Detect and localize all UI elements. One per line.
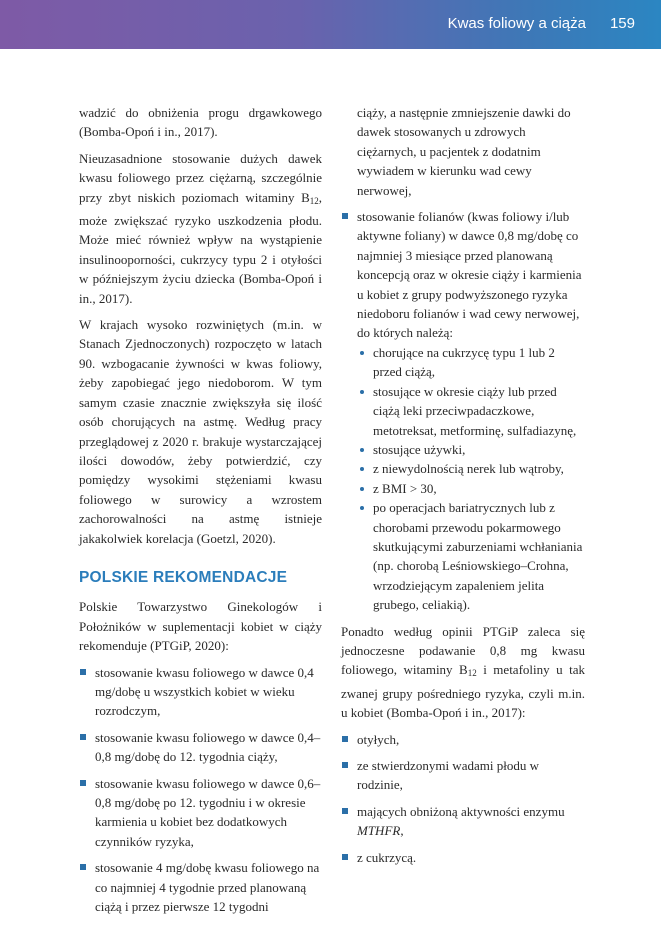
sub-list-item: z BMI > 30,: [357, 479, 585, 498]
square-bullet-icon: [342, 736, 348, 742]
dot-bullet-icon: [360, 467, 364, 471]
paragraph: W krajach wysoko rozwiniętych (m.in. w Stanach Zjednoczonych) rozpoczęto w latach 90. wzbogacanie żywności w kwas foliowy, żeby zapobiegać jego niedoborom. W tym samym czasie znacznie zwiększyła się ilość osób chorujących na astmę. Według pracy przeglądowej z 2020 r. brakuje wystarczającej ilości dowodów, żeby potwierdzić, czy pomiędzy wysokimi stężeniami kwasu foliowego w surowicy a wzrostem zachorowalności na astmę istnieje jakakolwiek korelacja (Goetzl, 2020).: [79, 317, 322, 546]
sub-list-item: po operacjach bariatrycznych lub z chorobami przewodu pokarmowego skutkującymi zaburzeniami wchłaniania (np. chorobą Leśniowskiego–Crohna, wrzodziejącym zapaleniem jelita grubego, celiakią).: [357, 498, 585, 614]
subscript: 12: [309, 195, 319, 206]
gene-name: MTHFR: [357, 823, 401, 839]
sub-list-item: chorujące na cukrzycę typu 1 lub 2 przed ciążą,: [357, 343, 585, 382]
list-item: stosowanie 4 mg/dobę kwasu foliowego na co najmniej 4 tygodnie przed planowaną ciążą i przez pierwsze 12 tygodni: [79, 858, 322, 916]
sub-list-item: stosujące używki,: [357, 440, 585, 459]
dot-bullet-icon: [360, 487, 364, 491]
paragraph: Polskie Towarzystwo Ginekologów i Położników w suplementacji kobiet w ciąży rekomenduje (PTGiP, 2020):: [79, 599, 322, 654]
list-item: ze stwierdzonymi wadami płodu w rodzinie,: [341, 756, 585, 795]
square-bullet-icon: [342, 762, 348, 768]
paragraph: Nieuzasadnione stosowanie dużych dawek kwasu foliowego przez ciężarną, szczególnie przy zbyt niskich poziomach witaminy B12, może zwiększać ryzyko uszkodzenia płodu. Może mieć również wpływ na wystąpienie insulinooporności, cukrzycy typu 2 i otyłości w późniejszym życiu dziecka (Bomba-Opoń i in., 2017).: [79, 150, 322, 306]
paragraph: wadzić do obniżenia progu drgawkowego (Bomba-Opoń i in., 2017).: [79, 105, 322, 140]
dot-bullet-icon: [360, 448, 364, 452]
section-heading: POLSKIE REKOMENDACJE: [79, 568, 288, 586]
right-column: [341, 103, 585, 874]
left-column: [79, 103, 322, 923]
list-item: stosowanie kwasu foliowego w dawce 0,4 mg/dobę u wszystkich kobiet w wieku rozrodczym,: [79, 663, 322, 721]
square-bullet-icon: [342, 854, 348, 860]
list-item: stosowanie kwasu foliowego w dawce 0,6–0,8 mg/dobę po 12. tygodniu i w okresie karmienia u kobiet bez dodatkowych czynników ryzyka,: [79, 774, 322, 852]
list-item: stosowanie kwasu foliowego w dawce 0,4–0,8 mg/dobę do 12. tygodnia ciąży,: [79, 728, 322, 767]
list-item: stosowanie folianów (kwas foliowy i/lub aktywne foliany) w dawce 0,8 mg/dobę co najmniej 3 miesiące przed planowaną koncepcją oraz w okresie ciąży i karmienia u kobiet z grupy podwyższonego ryzyka niedoboru folianów i wad cewy nerwowej, do których należą: chorujące na cukrzycę typu 1 lub 2 przed ciążą, stosujące w okresie ciąży lub przed ciążą leki przeciwpadaczkowe, metotreksat, metforminę, sulfadiazynę, stosujące używki, z niewydolnością nerek lub wątroby, z BMI > 30, po operacjach bariatrycznych lub z chorobami przewodu pokarmowego skutkującymi zaburzeniami wchłaniania (np. chorobą Leśniowskiego–Crohna, wrzodziejącym zapaleniem jelita grubego, celiakią).: [341, 207, 585, 615]
square-bullet-icon: [80, 864, 86, 870]
risk-group-list: [357, 343, 585, 615]
list-item: otyłych,: [341, 730, 585, 749]
square-bullet-icon: [80, 669, 86, 675]
dot-bullet-icon: [360, 390, 364, 394]
square-bullet-icon: [342, 808, 348, 814]
dot-bullet-icon: [360, 506, 364, 510]
dot-bullet-icon: [360, 351, 364, 355]
running-title: Kwas foliowy a ciąża: [447, 15, 586, 32]
subscript: 12: [467, 668, 477, 679]
square-bullet-icon: [80, 734, 86, 740]
paragraph: Ponadto według opinii PTGiP zaleca się jednoczesne podawanie 0,8 mg kwasu foliowego, witaminy B12 i metafoliny u tak zwanej grupy pośredniego ryzyka, czyli m.in. u kobiet (Bomba-Opoń i in., 2017):: [341, 623, 585, 721]
recommendation-list-continued: [341, 103, 585, 615]
square-bullet-icon: [80, 780, 86, 786]
list-item: z cukrzycą.: [341, 848, 585, 867]
square-bullet-icon: [342, 213, 348, 219]
page-number: 159: [609, 15, 635, 32]
intermediate-risk-list: [341, 730, 585, 867]
recommendation-list: [79, 663, 322, 917]
sub-list-item: z niewydolnością nerek lub wątroby,: [357, 459, 585, 478]
list-item: mających obniżoną aktywności enzymu MTHFR,: [341, 802, 585, 841]
page-header-bar: [0, 0, 661, 49]
list-item: ciąży, a następnie zmniejszenie dawki do dawek stosowanych u zdrowych ciężarnych, u pacjentek z dodatnim wywiadem w kierunku wad cewy nerwowej,: [357, 105, 571, 198]
sub-list-item: stosujące w okresie ciąży lub przed ciążą leki przeciwpadaczkowe, metotreksat, metforminę, sulfadiazynę,: [357, 382, 585, 440]
